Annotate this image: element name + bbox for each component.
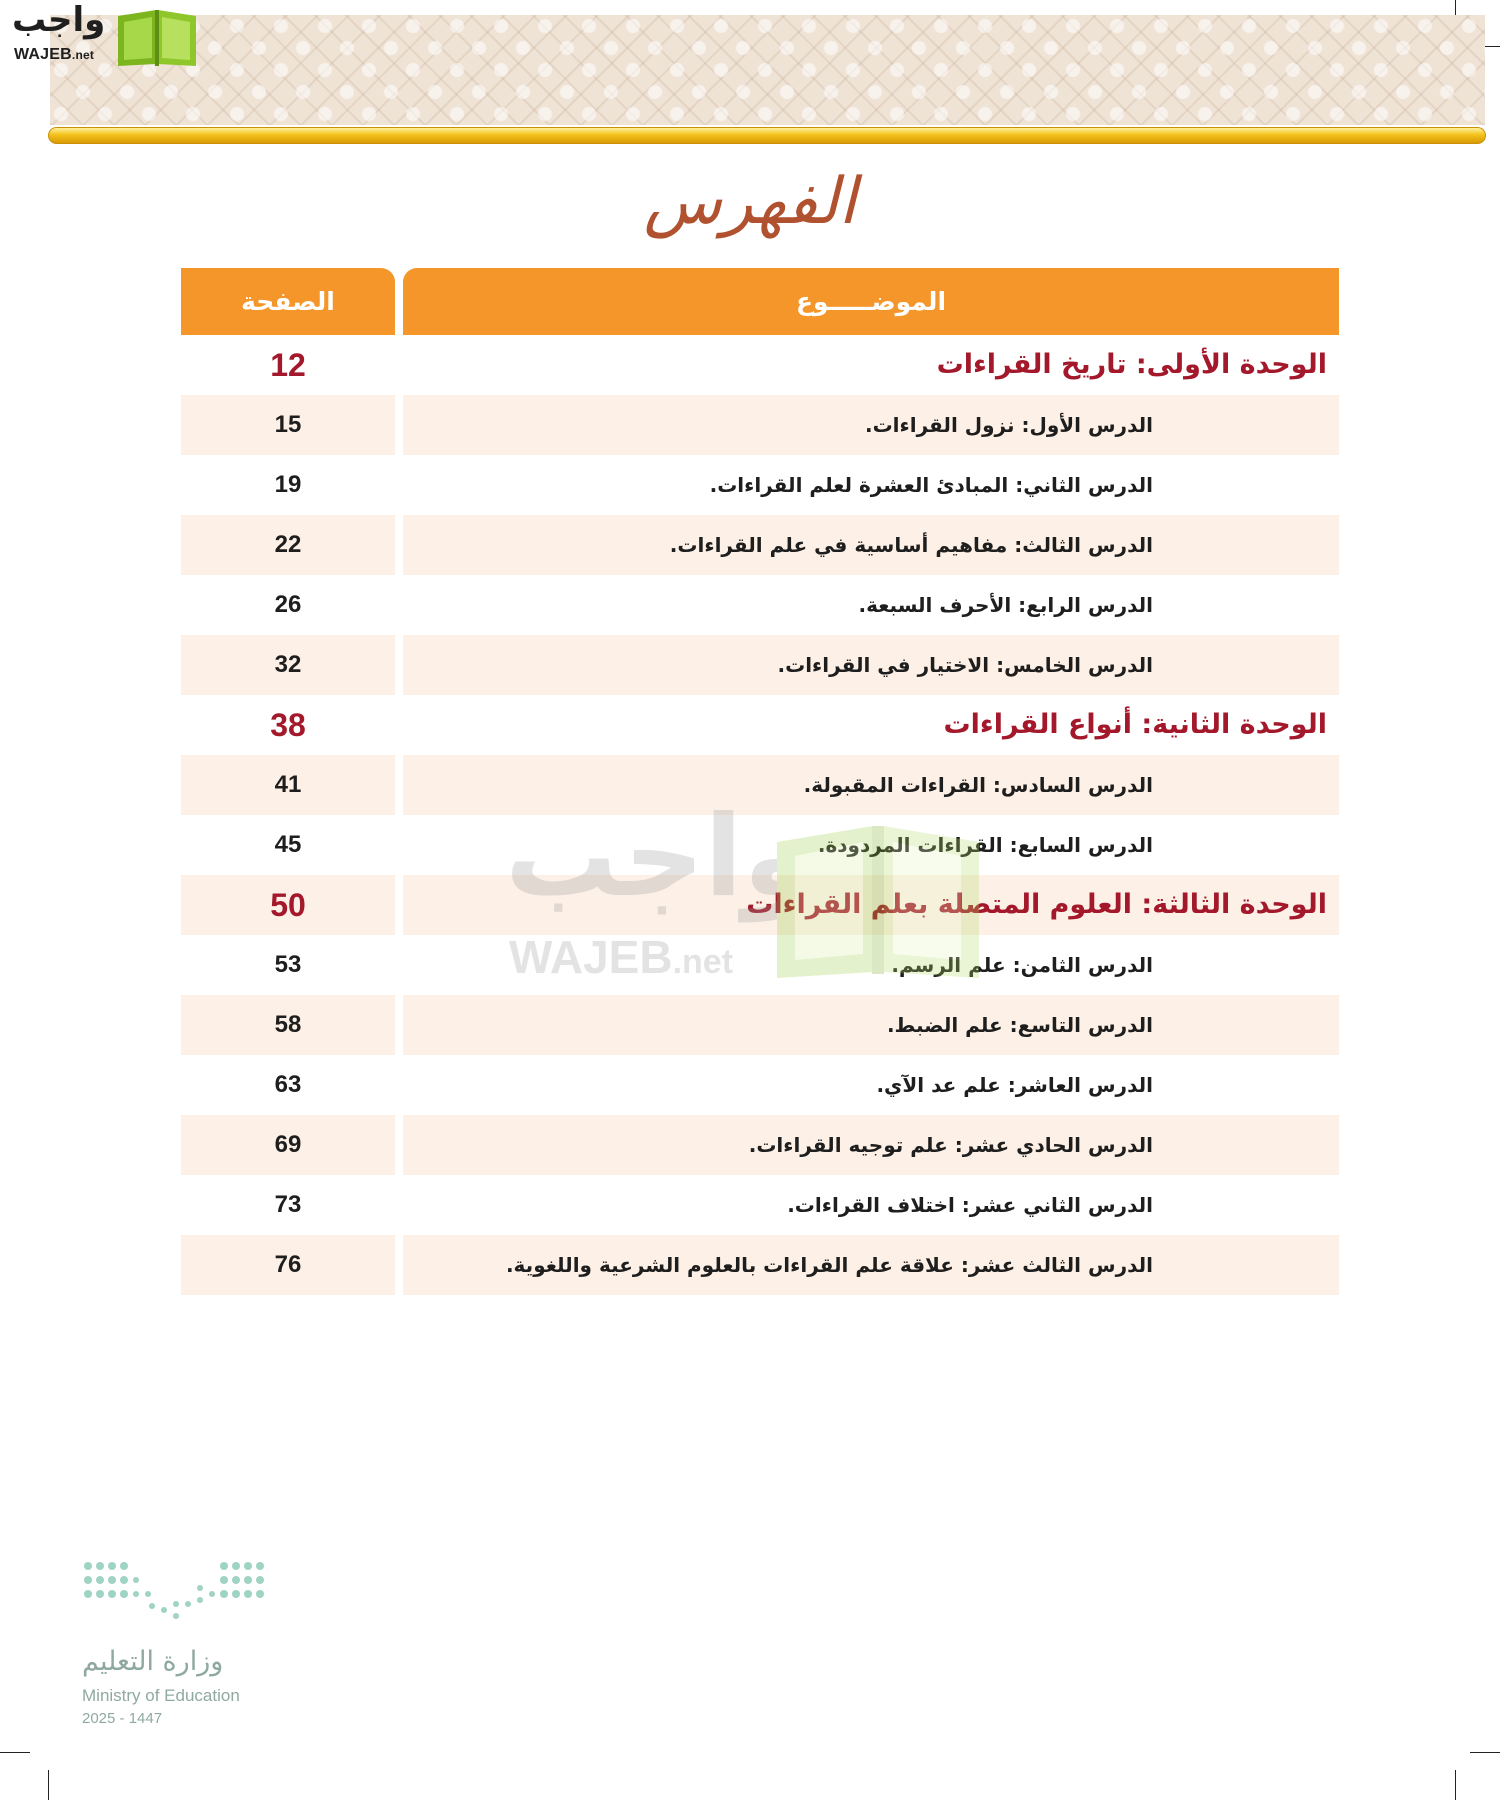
crop-mark bbox=[1455, 1770, 1456, 1800]
row-title: الدرس العاشر: علم عد الآي. bbox=[876, 1073, 1153, 1097]
lesson-row[interactable] bbox=[181, 815, 1339, 875]
row-title: الدرس الرابع: الأحرف السبعة. bbox=[858, 593, 1153, 617]
unit-row[interactable] bbox=[181, 335, 1339, 395]
toc-table bbox=[181, 268, 1339, 1295]
crop-mark bbox=[0, 1752, 30, 1753]
row-page: 69 bbox=[181, 1115, 395, 1175]
lesson-row[interactable] bbox=[181, 395, 1339, 455]
row-title: الدرس السابع: القراءات المردودة. bbox=[817, 833, 1153, 857]
row-page: 19 bbox=[274, 471, 302, 498]
row-page: 12 bbox=[270, 347, 306, 383]
ministry-dots-icon bbox=[82, 1560, 268, 1626]
lesson-row[interactable] bbox=[181, 1115, 1339, 1175]
lesson-row[interactable] bbox=[181, 515, 1339, 575]
lesson-row[interactable] bbox=[181, 1235, 1339, 1295]
book-icon bbox=[116, 6, 198, 68]
watermark-text-en: WAJEB.net bbox=[509, 931, 734, 983]
lesson-row[interactable] bbox=[181, 575, 1339, 635]
header-page: الصفحة bbox=[181, 268, 395, 335]
wajeb-logo[interactable] bbox=[8, 0, 198, 70]
row-page: 38 bbox=[270, 707, 306, 743]
lesson-row[interactable] bbox=[181, 995, 1339, 1055]
row-title: الدرس الثالث عشر: علاقة علم القراءات بالعلوم الشرعية واللغوية. bbox=[403, 1235, 1339, 1295]
lesson-row[interactable] bbox=[181, 755, 1339, 815]
row-title: الدرس الثاني عشر: اختلاف القراءات. bbox=[787, 1193, 1153, 1217]
logo-text-ar: واجب bbox=[12, 0, 106, 40]
row-title: الدرس الثاني: المبادئ العشرة لعلم القراءات. bbox=[709, 473, 1153, 497]
row-page: 50 bbox=[181, 875, 395, 935]
row-title: الدرس الحادي عشر: علم توجيه القراءات. bbox=[403, 1115, 1339, 1175]
row-page: 15 bbox=[181, 395, 395, 455]
row-page: 73 bbox=[274, 1191, 302, 1218]
ministry-logo bbox=[80, 1560, 280, 1730]
row-title: الدرس الأول: نزول القراءات. bbox=[403, 395, 1339, 455]
header-subject: الموضـــــوع bbox=[403, 268, 1339, 335]
lesson-row[interactable] bbox=[181, 455, 1339, 515]
watermark-text-ar: واجب bbox=[505, 792, 813, 922]
lesson-row[interactable] bbox=[181, 635, 1339, 695]
unit-row[interactable] bbox=[181, 695, 1339, 755]
header-gold-rule bbox=[48, 127, 1486, 144]
row-page: 58 bbox=[181, 995, 395, 1055]
row-title: الدرس الثامن: علم الرسم. bbox=[891, 953, 1153, 977]
row-page: 32 bbox=[181, 635, 395, 695]
crop-mark bbox=[1470, 1752, 1500, 1753]
row-page: 63 bbox=[274, 1071, 302, 1098]
row-page: 76 bbox=[181, 1235, 395, 1295]
row-page: 22 bbox=[181, 515, 395, 575]
lesson-row[interactable] bbox=[181, 1055, 1339, 1115]
row-title: الدرس الخامس: الاختيار في القراءات. bbox=[403, 635, 1339, 695]
row-page: 45 bbox=[274, 831, 302, 858]
row-title: الوحدة الثالثة: العلوم المتصلة بعلم القراءات bbox=[403, 875, 1339, 935]
row-title: الدرس السادس: القراءات المقبولة. bbox=[403, 755, 1339, 815]
lesson-row[interactable] bbox=[181, 935, 1339, 995]
row-title: الوحدة الثانية: أنواع القراءات bbox=[943, 709, 1327, 740]
row-page: 53 bbox=[274, 951, 302, 978]
logo-text-en: WAJEB.net bbox=[14, 46, 95, 63]
lesson-row[interactable] bbox=[181, 1175, 1339, 1235]
header-pattern-band bbox=[50, 15, 1485, 125]
row-title: الدرس الثالث: مفاهيم أساسية في علم القراءات. bbox=[403, 515, 1339, 575]
row-page: 41 bbox=[181, 755, 395, 815]
ministry-name-ar: وزارة التعليم bbox=[82, 1646, 224, 1677]
crop-mark bbox=[48, 1770, 49, 1800]
ministry-name-en: Ministry of Education bbox=[82, 1686, 240, 1705]
ministry-year: 2025 - 1447 bbox=[82, 1710, 163, 1727]
unit-row[interactable] bbox=[181, 875, 1339, 935]
page-title: الفهرس bbox=[643, 165, 857, 239]
row-title: الوحدة الأولى: تاريخ القراءات bbox=[936, 349, 1327, 380]
row-page: 26 bbox=[274, 591, 302, 618]
toc-header bbox=[181, 268, 1339, 335]
row-title: الدرس التاسع: علم الضبط. bbox=[403, 995, 1339, 1055]
